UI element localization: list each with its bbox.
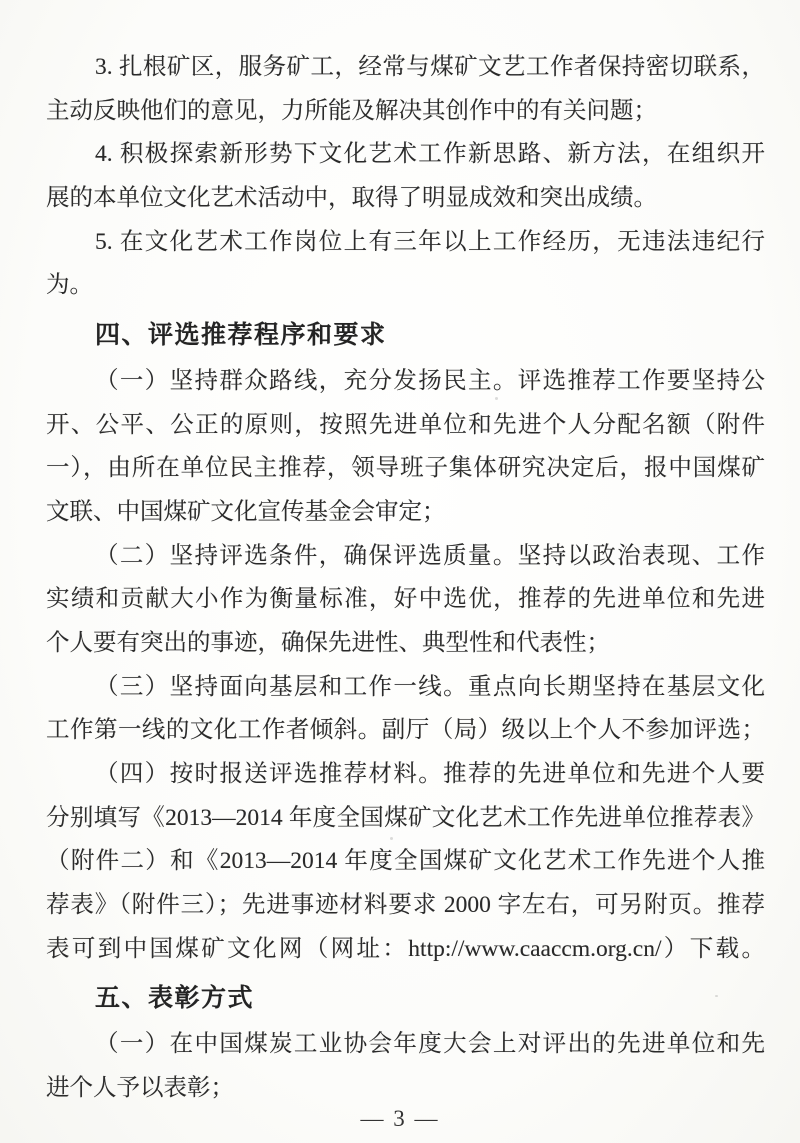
text-line: 表可到中国煤矿文化网（网址：http://www.caaccm.org.cn/）下载。 [46,935,765,962]
document-body [46,46,765,1111]
text-line: 主动反映他们的意见，力所能及解决其创作中的有关问题； [46,97,657,124]
text-line: （三）坚持面向基层和工作一线。重点向长期坚持在基层文化 [95,673,765,700]
text-line: （二）坚持评选条件，确保评选质量。坚持以政治表现、工作 [95,542,765,569]
text-line: （附件二）和《2013—2014 年度全国煤矿文化艺术工作先进个人推 [46,848,765,875]
text-line: 进个人予以表彰； [46,1074,234,1101]
text-line: 工作第一线的文化工作者倾斜。副厅（局）级以上个人不参加评选； [46,717,765,744]
scan-speck [715,995,718,997]
page-number: — 3 — [360,1106,440,1131]
text-line: 展的本单位文化艺术活动中，取得了明显成效和突出成绩。 [46,185,657,212]
text-line: （四）按时报送评选推荐材料。推荐的先进单位和先进个人要 [95,761,765,787]
text-line: 开、公平、公正的原则，按照先进单位和先进个人分配名额（附件 [46,411,765,438]
text-line: 一），由所在单位民主推荐，领导班子集体研究决定后，报中国煤矿 [46,455,765,482]
text-line: （一）坚持群众路线，充分发扬民主。评选推荐工作要坚持公 [95,367,765,394]
text-line: 荐表》（附件三）；先进事迹材料要求 2000 字左右，可另附页。推荐 [46,892,765,919]
text-line: 分别填写《2013—2014 年度全国煤矿文化艺术工作先进单位推荐表》 [46,804,765,831]
text-line: 文联、中国煤矿文化宣传基金会审定； [46,498,446,525]
text-line: 实绩和贡献大小作为衡量标准，好中选优，推荐的先进单位和先进 [46,586,765,613]
text-line: 为。 [46,272,93,299]
text-line: 个人要有突出的事迹，确保先进性、典型性和代表性； [46,629,610,656]
scan-speck [390,837,393,840]
text-line: 5. 在文化艺术工作岗位上有三年以上工作经历，无违法违纪行 [95,228,765,255]
text-line: 3. 扎根矿区，服务矿工，经常与煤矿文艺工作者保持密切联系， [95,54,765,80]
scan-speck [495,397,498,400]
section-4-heading: 四、评选推荐程序和要求 [95,321,387,350]
text-line: （一）在中国煤炭工业协会年度大会上对评出的先进单位和先 [95,1031,765,1058]
text-line: 4. 积极探索新形势下文化艺术工作新思路、新方法，在组织开 [95,141,765,168]
section-5-heading: 五、表彰方式 [95,984,255,1013]
